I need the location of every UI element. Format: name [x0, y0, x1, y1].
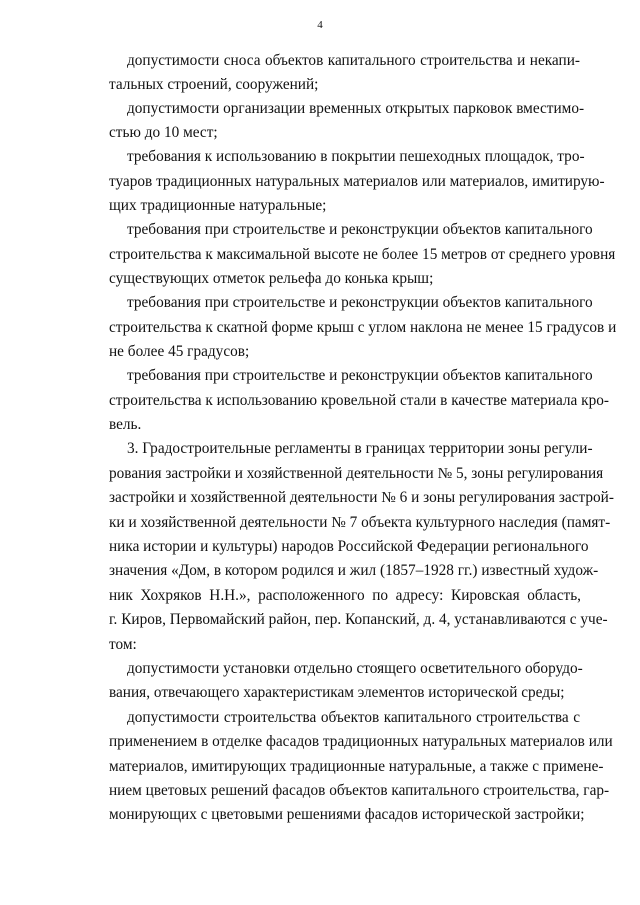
text-line: туаров традиционных натуральных материалов или материалов, имитирую-: [109, 173, 605, 190]
text-line: строительства к скатной форме крыш с углом наклона не менее 15 градусов и: [109, 319, 617, 336]
text-line: требования при строительстве и реконструкции объектов капитального: [127, 367, 593, 384]
text-line: ки и хозяйственной деятельности № 7 объекта культурного наследия (памят-: [109, 514, 611, 531]
text-line: требования при строительстве и реконструкции объектов капитального: [127, 221, 593, 238]
text-line: применением в отделке фасадов традиционных натуральных материалов или: [109, 733, 613, 750]
text-line: вания, отвечающего характеристикам элементов исторической среды;: [109, 684, 565, 701]
text-line: щих традиционные натуральные;: [109, 197, 327, 214]
text-line: не более 45 градусов;: [109, 343, 250, 360]
text-line: монирующих с цветовыми решениями фасадов исторической застройки;: [109, 806, 585, 823]
text-line: строительства к максимальной высоте не более 15 метров от среднего уровня: [109, 246, 616, 263]
text-line: требования к использованию в покрытии пешеходных площадок, тро-: [127, 148, 585, 165]
text-line: застройки и хозяйственной деятельности № 6 и зоны регулирования застрой-: [109, 489, 614, 506]
text-line: значения «Дом, в котором родился и жил (1857–1928 гг.) известный худож-: [109, 562, 599, 579]
text-line: стью до 10 мест;: [109, 124, 218, 141]
text-line: тальных строений, сооружений;: [109, 76, 319, 93]
text-line: требования при строительстве и реконструкции объектов капитального: [127, 294, 593, 311]
text-line: существующих отметок рельефа до конька крыш;: [109, 270, 434, 287]
text-line: допустимости строительства объектов капитального строительства с: [127, 709, 580, 726]
text-line: нием цветовых решений фасадов объектов капитального строительства, гар-: [109, 782, 610, 799]
text-line: ник Хохряков Н.Н.», расположенного по адресу: Кировская область,: [109, 587, 581, 604]
text-line: г. Киров, Первомайский район, пер. Копанский, д. 4, устанавливаются с уче-: [109, 611, 608, 628]
text-line: рования застройки и хозяйственной деятельности № 5, зоны регулирования: [109, 465, 604, 482]
text-line: вель.: [109, 416, 142, 433]
text-line: допустимости установки отдельно стоящего осветительного оборудо-: [127, 660, 583, 677]
page-number: 4: [317, 19, 323, 31]
text-line: строительства к использованию кровельной стали в качестве материала кро-: [109, 392, 609, 409]
text-line: том:: [109, 636, 137, 653]
text-line: ника истории и культуры) народов Российской Федерации регионального: [109, 538, 589, 555]
text-line: допустимости сноса объектов капитального строительства и некапи-: [127, 52, 580, 69]
text-line: материалов, имитирующих традиционные натуральные, а также с примене-: [109, 758, 604, 775]
text-line: допустимости организации временных открытых парковок вместимо-: [127, 100, 585, 117]
text-line: 3. Градостроительные регламенты в границах территории зоны регули-: [127, 440, 593, 457]
